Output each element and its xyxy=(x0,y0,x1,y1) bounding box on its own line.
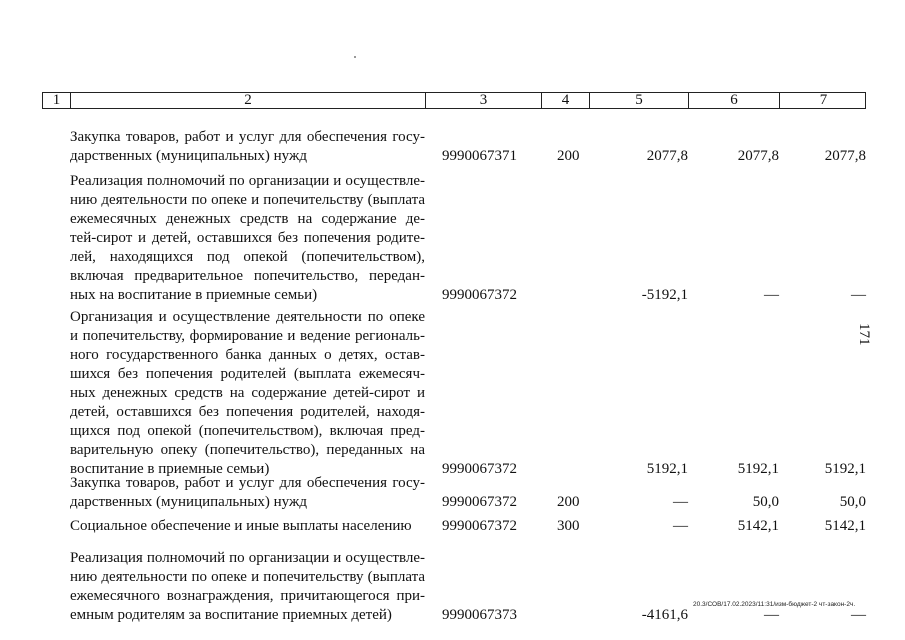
description-line: Социальное обеспечение и иные выплаты населению xyxy=(70,518,412,534)
document-footer: 20.3/СОВ/17.02.2023/11:31/изм-бюджет-2 чт-закон-2ч. xyxy=(693,601,856,608)
description-line: щихся под опекой (попечительством), включая пред- xyxy=(70,423,425,439)
description-line: Реализация полномочий по организации и осуществле- xyxy=(70,173,425,189)
description-line: лей, находящихся под опекой (попечительством), xyxy=(70,249,425,265)
description-line: включая предварительное попечительство, передан- xyxy=(70,268,425,284)
row-index-cell xyxy=(42,549,70,625)
expense-group: 200 xyxy=(557,148,580,164)
col-5-header: 5 xyxy=(590,93,689,108)
description-line: детей, оставшихся без попечения родителей, находя- xyxy=(70,404,425,420)
amount-col-5: — xyxy=(673,494,688,510)
amount-col-7: 5192,1 xyxy=(824,461,866,477)
description-line: Закупка товаров, работ и услуг для обеспечения госу- xyxy=(70,129,425,145)
expense-group: 200 xyxy=(557,494,580,510)
row-index-cell xyxy=(42,517,70,536)
col-1-header: 1 xyxy=(43,93,71,108)
amount-col-6: — xyxy=(764,607,779,623)
column-number-header xyxy=(42,92,866,109)
description-line: дарственных (муниципальных) нужд xyxy=(70,148,307,164)
amount-col-6: 2077,8 xyxy=(737,148,779,164)
col-2-header: 2 xyxy=(71,93,426,108)
amount-col-6: — xyxy=(764,287,779,303)
table-row xyxy=(42,549,866,625)
description-line: воспитание в приемные семьи) xyxy=(70,461,270,477)
amount-col-5: 5192,1 xyxy=(646,461,688,477)
description-line: емным родителям за воспитание приемных детей) xyxy=(70,607,392,623)
description-line: и попечительству, формирование и ведение региональ- xyxy=(70,328,425,344)
table-row xyxy=(42,517,866,536)
amount-col-6: 5142,1 xyxy=(737,518,779,534)
amount-col-7: 2077,8 xyxy=(824,148,866,164)
row-index-cell xyxy=(42,172,70,305)
description-line: ежемесячных денежных средств на содержание де- xyxy=(70,211,425,227)
amount-col-7: 5142,1 xyxy=(824,518,866,534)
amount-col-7: — xyxy=(851,287,866,303)
amount-col-6: 50,0 xyxy=(752,494,779,510)
expense-group: 300 xyxy=(557,518,580,534)
amount-col-5: 2077,8 xyxy=(646,148,688,164)
page-number: 171 xyxy=(856,323,872,346)
amount-col-5: -5192,1 xyxy=(641,287,688,303)
row-description xyxy=(70,474,425,512)
col-3-header: 3 xyxy=(426,93,542,108)
amount-col-5: — xyxy=(673,518,688,534)
row-description xyxy=(70,172,425,305)
description-line: ного государственного банка данных о детях, остав- xyxy=(70,347,425,363)
description-line: Закупка товаров, работ и услуг для обеспечения госу- xyxy=(70,475,425,491)
amount-col-6: 5192,1 xyxy=(737,461,779,477)
description-line: Организация и осуществление деятельности по опеке xyxy=(70,309,425,325)
row-index-cell xyxy=(42,474,70,512)
row-description xyxy=(70,128,425,166)
description-line: нию деятельности по опеке и попечительству (выплата xyxy=(70,192,425,208)
description-line: дарственных (муниципальных) нужд xyxy=(70,494,307,510)
scan-speck xyxy=(354,56,356,58)
col-7-header: 7 xyxy=(819,92,828,108)
col-6-header: 6 xyxy=(689,93,780,108)
target-article-code: 9990067372 xyxy=(442,461,517,477)
row-description xyxy=(70,549,425,625)
row-description xyxy=(70,308,425,479)
description-line: Реализация полномочий по организации и осуществле- xyxy=(70,550,425,566)
description-line: шихся без попечения родителей (выплата ежемесяч- xyxy=(70,366,425,382)
description-line: ежемесячного вознаграждения, причитающегося при- xyxy=(70,588,425,604)
row-index-cell xyxy=(42,308,70,479)
amount-col-5: -4161,6 xyxy=(641,607,688,623)
col-4-header: 4 xyxy=(542,93,590,108)
row-index-cell xyxy=(42,128,70,166)
table-row xyxy=(42,308,866,479)
row-description xyxy=(70,517,425,536)
amount-col-7: 50,0 xyxy=(839,494,866,510)
table-row xyxy=(42,172,866,305)
description-line: тей-сирот и детей, оставшихся без попечения родите- xyxy=(70,230,425,246)
description-line: нию деятельности по опеке и попечительству (выплата xyxy=(70,569,425,585)
description-line: ных денежных средств на содержание детей-сирот и xyxy=(70,385,425,401)
table-row xyxy=(42,474,866,512)
description-line: варительную опеку (попечительство), переданных на xyxy=(70,442,425,458)
target-article-code: 9990067371 xyxy=(442,148,517,164)
target-article-code: 9990067372 xyxy=(442,287,517,303)
amount-col-7: — xyxy=(851,607,866,623)
target-article-code: 9990067372 xyxy=(442,494,517,510)
target-article-code: 9990067373 xyxy=(442,607,517,623)
description-line: ных на воспитание в приемные семьи) xyxy=(70,287,318,303)
table-row xyxy=(42,128,866,166)
target-article-code: 9990067372 xyxy=(442,518,517,534)
